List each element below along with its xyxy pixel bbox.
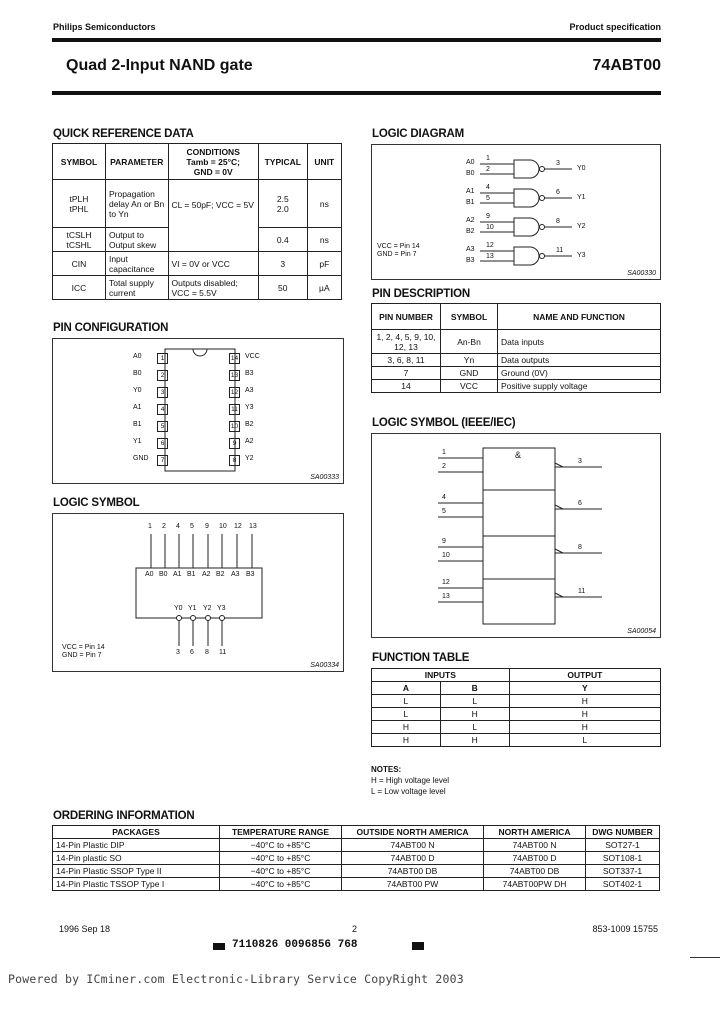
- dip-package: [53, 339, 343, 483]
- function-table: [371, 668, 661, 747]
- pin-desc-heading: PIN DESCRIPTION: [372, 288, 470, 300]
- logic-diagram-pin: 11: [556, 247, 564, 254]
- logic-symbol-input-label: A2: [202, 571, 211, 578]
- qrd-col-typical: TYPICAL: [258, 144, 307, 180]
- qrd-col-parameter: PARAMETER: [105, 144, 168, 180]
- barcode-mark-right: [412, 942, 424, 950]
- pin-desc-col-pin: PIN NUMBER: [372, 304, 441, 330]
- logic-diagram-input-a: A2: [466, 217, 475, 224]
- ieee-input-pin: 13: [442, 593, 450, 600]
- logic-symbol-gnd-note: GND = Pin 7: [62, 652, 102, 659]
- logic-diagram-pin: 5: [486, 195, 490, 202]
- table-row: L H H: [372, 708, 661, 721]
- logic-diagram-pin: 2: [486, 166, 490, 173]
- logic-diagram-gnd-note: GND = Pin 7: [377, 251, 417, 258]
- logic-symbol-input-pin: 2: [162, 523, 166, 530]
- ieee-code: SA00054: [627, 628, 656, 635]
- logic-diagram-pin: 4: [486, 184, 490, 191]
- pin-config-heading: PIN CONFIGURATION: [53, 322, 169, 334]
- logic-symbol-input-pin: 5: [190, 523, 194, 530]
- pin-label-right: B2: [245, 421, 254, 428]
- pin-number-right: 9: [229, 438, 240, 449]
- powered-by-banner: Powered by ICminer.com Electronic-Library Service CopyRight 2003: [8, 972, 464, 986]
- ieee-input-pin: 4: [442, 494, 446, 501]
- logic-symbol-input-label: B0: [159, 571, 168, 578]
- pin-config-diagram: [52, 338, 344, 484]
- ieee-output-pin: 8: [578, 544, 582, 551]
- ord-col-na: NORTH AMERICA: [484, 826, 586, 839]
- table-row: tCSLH tCSHL Output to Output skew 0.4 ns: [53, 228, 342, 252]
- logic-diagram-input-a: A0: [466, 159, 475, 166]
- logic-diagram-input-b: B1: [466, 199, 475, 206]
- logic-symbol-input-label: A3: [231, 571, 240, 578]
- ord-col-packages: PACKAGES: [53, 826, 220, 839]
- ieee-input-pin: 2: [442, 463, 446, 470]
- table-row: CIN Input capacitance VI = 0V or VCC 3 pF: [53, 252, 342, 276]
- logic-symbol-input-pin: 1: [148, 523, 152, 530]
- logic-diagram-input-b: B0: [466, 170, 475, 177]
- barcode-text: 7110826 0096856 768: [232, 939, 358, 951]
- pin-config-code: SA00333: [310, 474, 339, 481]
- qrd-table: [52, 143, 342, 300]
- logic-diagram-output: Y2: [577, 223, 586, 230]
- pin-number-left: 2: [157, 370, 168, 381]
- logic-symbol-output-bubble: [191, 616, 196, 621]
- logic-symbol-output-bubble: [220, 616, 225, 621]
- table-row: 14-Pin plastic SO −40°C to +85°C 74ABT00 D 74ABT00 D SOT108-1: [53, 852, 660, 865]
- ieee-heading: LOGIC SYMBOL (IEEE/IEC): [372, 417, 516, 429]
- table-row: 3, 6, 8, 11 Yn Data outputs: [372, 354, 661, 367]
- ord-col-dwg: DWG NUMBER: [586, 826, 660, 839]
- ft-col-a: A: [372, 682, 441, 695]
- function-table-heading: FUNCTION TABLE: [372, 652, 470, 664]
- ft-output-header: OUTPUT: [509, 669, 660, 682]
- pin-label-right: A2: [245, 438, 254, 445]
- logic-diagram-pin: 3: [556, 160, 560, 167]
- nand-gate-icon: [514, 247, 539, 265]
- logic-symbol-output-pin: 11: [219, 649, 227, 656]
- logic-diagram-input-b: B3: [466, 257, 475, 264]
- logic-diagram-pin: 6: [556, 189, 560, 196]
- logic-diagram-code: SA00330: [627, 270, 656, 277]
- pin-label-right: VCC: [245, 353, 260, 360]
- nand-gate-icon: [514, 160, 539, 178]
- ieee-output-flag: [555, 549, 563, 553]
- pin-number-left: 1: [157, 353, 168, 364]
- qrd-col-conditions: CONDITIONS Tamb = 25°C; GND = 0V: [168, 144, 258, 180]
- logic-symbol-heading: LOGIC SYMBOL: [53, 497, 140, 509]
- ordering-table: [52, 825, 660, 891]
- table-row: H H L: [372, 734, 661, 747]
- pin-label-right: Y2: [245, 455, 254, 462]
- logic-symbol-input-pin: 13: [249, 523, 257, 530]
- table-row: 14-Pin Plastic TSSOP Type I −40°C to +85°C 74ABT00 PW 74ABT00PW DH SOT402-1: [53, 878, 660, 891]
- pin-label-left: A1: [133, 404, 142, 411]
- pin-number-left: 3: [157, 387, 168, 398]
- logic-diagram-output: Y1: [577, 194, 586, 201]
- table-row: 7 GND Ground (0V): [372, 367, 661, 380]
- pin-number-right: 12: [230, 389, 239, 396]
- ieee-output-pin: 3: [578, 458, 582, 465]
- pin-label-left: Y1: [133, 438, 142, 445]
- ft-notes-title: NOTES:: [371, 765, 402, 774]
- ieee-input-pin: 1: [442, 449, 446, 456]
- logic-symbol-input-pin: 10: [219, 523, 227, 530]
- table-row: tPLH tPHL Propagation delay An or Bn to Yn CL = 50pF; VCC = 5V 2.5 2.0 ns: [53, 180, 342, 228]
- logic-symbol-input-pin: 4: [176, 523, 180, 530]
- ieee-and-label: &: [515, 450, 522, 460]
- logic-diagram-input-b: B2: [466, 228, 475, 235]
- title-rule: [52, 91, 661, 95]
- ieee-output-pin: 11: [578, 588, 586, 595]
- pin-number-right: 11: [229, 404, 240, 415]
- pin-label-right: B3: [245, 370, 254, 377]
- logic-symbol-input-label: B2: [216, 571, 225, 578]
- pin-desc-table: [371, 303, 661, 393]
- barcode-mark-left: [213, 943, 225, 950]
- part-number: 74ABT00: [592, 57, 661, 74]
- pin-number-left: 4: [157, 404, 168, 415]
- qrd-heading: QUICK REFERENCE DATA: [53, 128, 194, 140]
- nand-bubble: [540, 167, 545, 172]
- edge-rule: [690, 957, 720, 958]
- pin-number-left: 5: [157, 421, 168, 432]
- logic-diagram: [371, 144, 661, 280]
- logic-symbol-code: SA00334: [310, 662, 339, 669]
- pin-label-left: A0: [133, 353, 142, 360]
- pin-desc-col-symbol: SYMBOL: [441, 304, 498, 330]
- ft-col-b: B: [440, 682, 509, 695]
- table-row: 14 VCC Positive supply voltage: [372, 380, 661, 393]
- qrd-col-unit: UNIT: [307, 144, 341, 180]
- ieee-input-pin: 12: [442, 579, 450, 586]
- logic-diagram-pin: 13: [486, 253, 494, 260]
- pin-label-left: B1: [133, 421, 142, 428]
- logic-symbol-output-label: Y2: [203, 605, 212, 612]
- ieee-input-pin: 5: [442, 508, 446, 515]
- pin-label-right: A3: [245, 387, 254, 394]
- table-row: 1, 2, 4, 5, 9, 10, 12, 13 An-Bn Data inputs: [372, 330, 661, 354]
- logic-symbol-output-label: Y1: [188, 605, 197, 612]
- ft-col-y: Y: [509, 682, 660, 695]
- footer-doc-number: 853-1009 15755: [592, 924, 658, 934]
- ft-note-high: H = High voltage level: [371, 776, 450, 785]
- logic-diagram-input-a: A1: [466, 188, 475, 195]
- ordering-heading: ORDERING INFORMATION: [53, 810, 195, 822]
- nand-bubble: [540, 196, 545, 201]
- logic-symbol-input-pin: 9: [205, 523, 209, 530]
- logic-symbol-input-label: A1: [173, 571, 182, 578]
- logic-symbol-diagram: [52, 513, 344, 672]
- logic-symbol-input-label: B1: [187, 571, 196, 578]
- footer-date: 1996 Sep 18: [59, 924, 111, 934]
- logic-diagram-output: Y3: [577, 252, 586, 259]
- ieee-output-flag: [555, 505, 563, 509]
- ieee-input-pin: 10: [442, 552, 450, 559]
- table-row: 14-Pin Plastic SSOP Type II −40°C to +85°C 74ABT00 DB 74ABT00 DB SOT337-1: [53, 865, 660, 878]
- logic-diagram-heading: LOGIC DIAGRAM: [372, 128, 464, 140]
- pin-desc-col-name: NAME AND FUNCTION: [498, 304, 661, 330]
- nand-bubble: [540, 225, 545, 230]
- nand-gate-icon: [514, 189, 539, 207]
- logic-diagram-pin: 10: [486, 224, 494, 231]
- logic-symbol-output-pin: 6: [190, 649, 194, 656]
- logic-symbol-output-label: Y0: [174, 605, 183, 612]
- pin-number-right: 13: [230, 372, 239, 379]
- pin-label-right: Y3: [245, 404, 254, 411]
- footer-page-number: 2: [352, 924, 358, 934]
- pin-label-left: B0: [133, 370, 142, 377]
- header-doc-type: Product specification: [569, 22, 661, 32]
- logic-diagram-pin: 12: [486, 242, 494, 249]
- nand-gate-icon: [514, 218, 539, 236]
- logic-symbol-input-label: B3: [246, 571, 255, 578]
- table-row: L L H: [372, 695, 661, 708]
- qrd-col-symbol: SYMBOL: [53, 144, 106, 180]
- logic-diagram-pin: 8: [556, 218, 560, 225]
- logic-symbol-output-bubble: [177, 616, 182, 621]
- ieee-output-flag: [555, 463, 563, 467]
- table-row: ICC Total supply current Outputs disabled; VCC = 5.5V 50 µA: [53, 276, 342, 300]
- pin-number-right: 10: [230, 423, 239, 430]
- ord-col-temp: TEMPERATURE RANGE: [220, 826, 342, 839]
- ieee-output-flag: [555, 593, 563, 597]
- ft-inputs-header: INPUTS: [372, 669, 510, 682]
- pin-label-left: Y0: [133, 387, 142, 394]
- pin-number-right: 8: [229, 455, 240, 466]
- ieee-symbol-diagram: [371, 433, 661, 638]
- ieee-input-pin: 9: [442, 538, 446, 545]
- logic-symbol-output-pin: 3: [176, 649, 180, 656]
- pin-number-left: 7: [157, 455, 168, 466]
- logic-diagram-input-a: A3: [466, 246, 475, 253]
- logic-symbol-vcc-note: VCC = Pin 14: [62, 644, 105, 651]
- logic-diagram-vcc-note: VCC = Pin 14: [377, 243, 420, 250]
- header-company: Philips Semiconductors: [53, 22, 156, 32]
- logic-symbol-input-pin: 12: [234, 523, 242, 530]
- table-row: H L H: [372, 721, 661, 734]
- logic-symbol-output-bubble: [206, 616, 211, 621]
- logic-diagram-pin: 1: [486, 155, 490, 162]
- ieee-output-pin: 6: [578, 500, 582, 507]
- logic-symbol-output-pin: 8: [205, 649, 209, 656]
- header-rule: [52, 38, 661, 42]
- table-row: 14-Pin Plastic DIP −40°C to +85°C 74ABT00 N 74ABT00 N SOT27-1: [53, 839, 660, 852]
- pin-number-right: 14: [230, 355, 239, 362]
- page-title: Quad 2-Input NAND gate: [66, 57, 253, 74]
- logic-diagram-output: Y0: [577, 165, 586, 172]
- logic-symbol-input-label: A0: [145, 571, 154, 578]
- pin-number-left: 6: [157, 438, 168, 449]
- logic-symbol-output-label: Y3: [217, 605, 226, 612]
- pin-label-left: GND: [133, 455, 149, 462]
- ord-col-outside-na: OUTSIDE NORTH AMERICA: [342, 826, 484, 839]
- logic-diagram-pin: 9: [486, 213, 490, 220]
- ft-note-low: L = Low voltage level: [371, 787, 446, 796]
- nand-bubble: [540, 254, 545, 259]
